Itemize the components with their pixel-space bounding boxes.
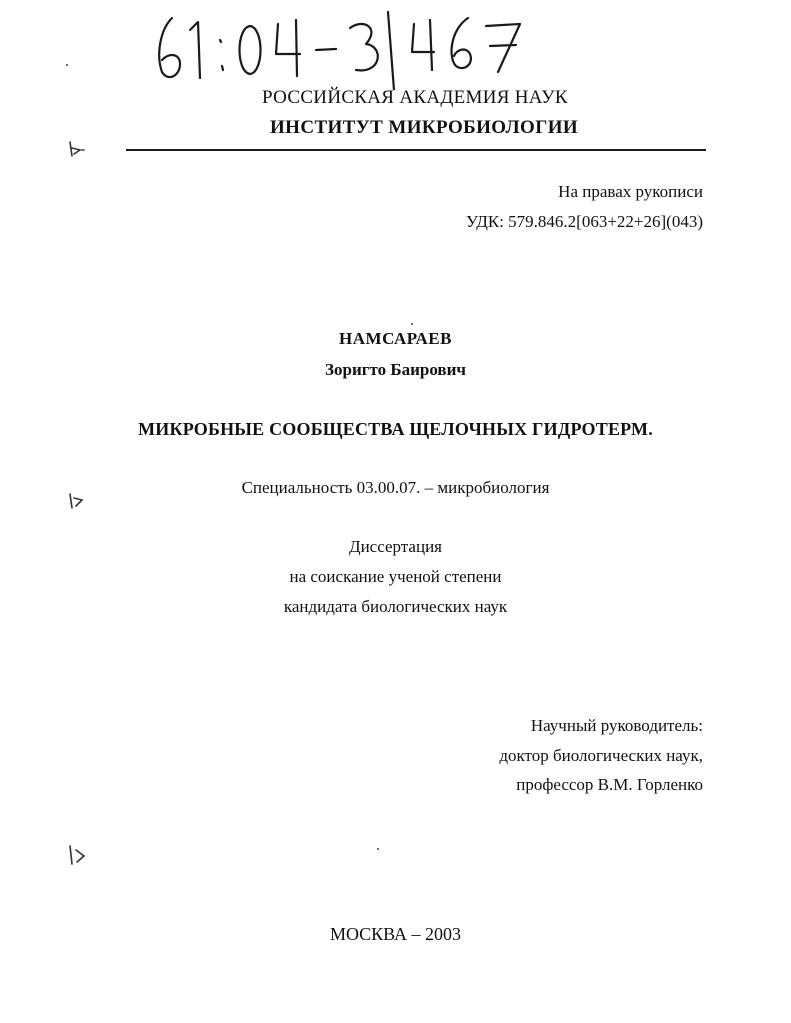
supervisor-name: профессор В.М. Горленко (516, 775, 703, 794)
supervisor-degree: доктор биологических наук, (499, 746, 703, 765)
manuscript-rights-label: На правах рукописи (558, 182, 703, 201)
margin-scan-mark (62, 842, 92, 866)
author-surname: НАМСАРАЕВ (339, 329, 452, 348)
handwritten-archive-number (150, 10, 530, 90)
scan-speck (66, 64, 68, 66)
scan-speck (411, 323, 413, 325)
header-divider (126, 149, 706, 151)
dissertation-line-2: на соискание ученой степени (289, 567, 502, 586)
margin-scan-mark (62, 488, 92, 512)
scan-speck (377, 848, 379, 850)
margin-scan-mark (62, 136, 92, 160)
academy-name: РОССИЙСКАЯ АКАДЕМИЯ НАУК (262, 87, 568, 108)
udc-code: УДК: 579.846.2[063+22+26](043) (465, 212, 703, 231)
dissertation-line-1: Диссертация (348, 537, 442, 556)
city-year: МОСКВА – 2003 (329, 924, 462, 944)
author-name: Зоригто Баирович (325, 360, 466, 379)
institute-name: ИНСТИТУТ МИКРОБИОЛОГИИ (270, 117, 579, 138)
specialty: Специальность 03.00.07. – микробиология (241, 478, 550, 497)
dissertation-line-3: кандидата биологических наук (283, 597, 508, 616)
thesis-title: МИКРОБНЫЕ СООБЩЕСТВА ЩЕЛОЧНЫХ ГИДРОТЕРМ. (138, 419, 653, 439)
supervisor-label: Научный руководитель: (530, 716, 703, 735)
